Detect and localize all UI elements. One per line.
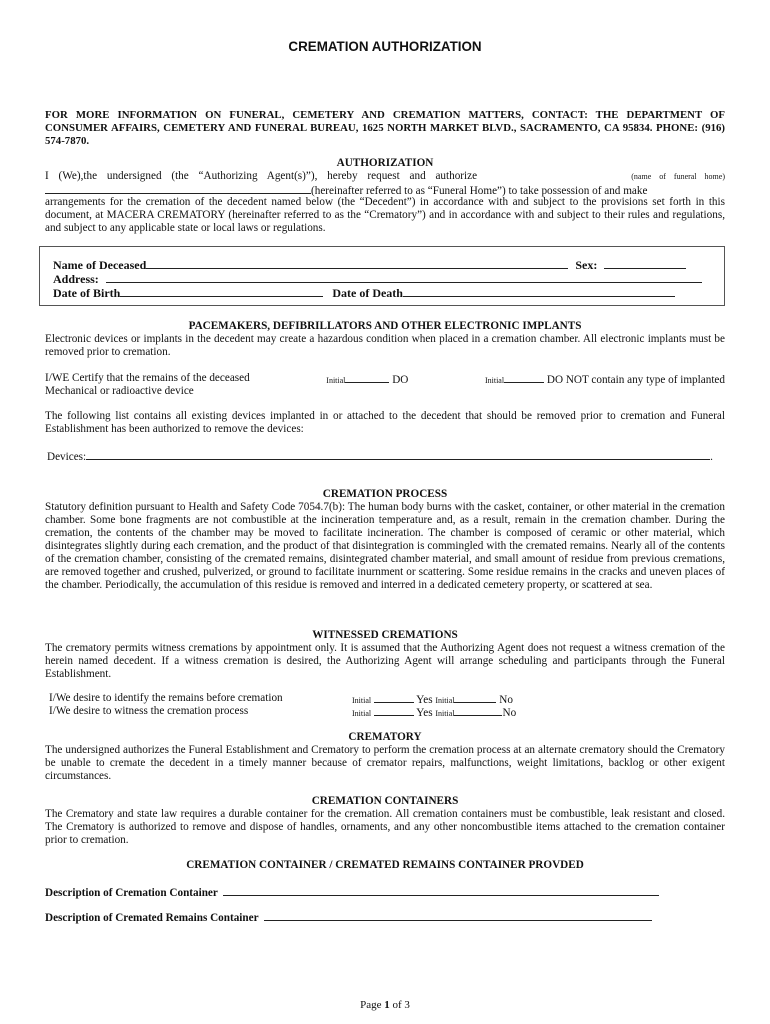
implants-body: Electronic devices or implants in the decedent may create a hazardous condition when placed in a cremation chamber. All electronic implants must be removed prior to cremation. (45, 333, 725, 358)
devices-label: Devices: (47, 451, 87, 463)
remains-container-row (45, 910, 652, 925)
authorization-line-1 (45, 170, 725, 183)
devices-end-dot: . (710, 451, 713, 463)
cremation-container-label: Description of Cremation Container (45, 887, 218, 899)
do-not-label: DO NOT contain any type of implanted (546, 374, 725, 386)
address-label: Address: (53, 272, 99, 286)
crematory-heading: CREMATORY (348, 731, 422, 743)
witness-process-options (352, 705, 516, 720)
witness-yes-label: Yes (416, 707, 433, 719)
containers-heading: CREMATION CONTAINERS (311, 795, 459, 807)
authorization-body: arrangements for the cremation of the decedent named below (the “Decedent”) in accordance with and subject to the provisions set forth in this document, at MACERA CREMATORY (hereinafter referred to as the “Crematory”) and in accordance with and subject to their rules and regulations, and subject to any applicable state or local laws or regulations. (45, 196, 725, 234)
sex-label: Sex: (575, 258, 598, 272)
crematory-body: The undersigned authorizes the Funeral Establishment and Crematory to perform the cremation process at an alternate crematory should the Crematory be unable to cremate the decedent in a timely manner because of cremator repairs, malfunctions, weight limitations, backlog or other exigent circumstances. (45, 744, 725, 782)
devices-field[interactable] (86, 449, 710, 460)
implants-list-text: The following list contains all existing devices implanted in or attached to the decedent that should be removed prior to cremation and Funeral Establishment has been authorized to remove the devices: (45, 410, 725, 435)
witness-no-initial-label: Initial (435, 709, 455, 718)
date-of-death-label: Date of Death (332, 286, 403, 300)
process-body: Statutory definition pursuant to Health and Safety Code 7054.7(b): The human body burns with the casket, container, or other material in the cremation chamber. Some bone fragments are not combustible at the incineration temperature and, as a result, remain in the cremation chamber. During the cremation, the contents of the chamber may be moved to facilitate incineration. The chamber is composed of ceramic or other material, which disintegrates slightly during each cremation, and the product of that disintegration is commingled with the cremated remains. Nearly all of the contents of the cremation chamber, consisting of the cremated remains, disintegrated chamber material, and small amount of residue from previous cremations, are removed together and crushed, pulverized, or ground to facilitate inurnment or scattering. Some residue remains in the cracks and uneven places of the chamber. Periodically, the accumulation of this residue is removed and interred in a dedicated cemetery property, or scattered at sea. (45, 501, 725, 591)
containers-body: The Crematory and state law requires a durable container for the cremation. All cremation containers must be combustible, leak resistant and closed. The Crematory is authorized to remove and dispose of handles, ornaments, and any other noncombustible items attached to the cremation container prior to cremation. (45, 808, 725, 846)
date-of-birth-label: Date of Birth (53, 286, 121, 300)
decedent-address-row (53, 272, 702, 286)
funeral-home-name-field[interactable] (45, 183, 311, 194)
remains-container-label: Description of Cremated Remains Container (45, 912, 259, 924)
cremation-container-field[interactable] (223, 885, 659, 896)
devices-row (47, 449, 713, 464)
process-heading: CREMATION PROCESS (322, 488, 448, 500)
implants-certify-line-2: Mechanical or radioactive device (45, 385, 194, 397)
witnessed-heading: WITNESSED CREMATIONS (312, 629, 458, 641)
identify-yes-initial-label: Initial (352, 696, 372, 705)
address-field[interactable] (106, 272, 702, 283)
identify-no-label: No (499, 694, 513, 706)
identify-yes-initial-field[interactable] (374, 692, 414, 703)
decedent-name-row (53, 258, 686, 272)
do-initial-field[interactable] (345, 372, 389, 383)
identify-no-initial-label: Initial (435, 696, 455, 705)
witness-no-initial-field[interactable] (454, 705, 502, 716)
document-title: CREMATION AUTHORIZATION (288, 39, 482, 54)
name-of-deceased-label: Name of Deceased (53, 258, 147, 272)
date-of-birth-field[interactable] (120, 286, 323, 297)
authorization-heading: AUTHORIZATION (336, 157, 434, 169)
do-initial-label: Initial (326, 376, 346, 385)
page-of: of (392, 999, 402, 1011)
sex-field[interactable] (604, 258, 686, 269)
authorization-intro: I (We),the undersigned (the “Authorizing Agent(s)”), hereby request and authorize (45, 170, 478, 182)
identify-yes-label: Yes (416, 694, 433, 706)
cremation-container-row (45, 885, 659, 900)
funeral-home-hint: (name of funeral home) (631, 172, 725, 181)
contact-info: FOR MORE INFORMATION ON FUNERAL, CEMETERY AND CREMATION MATTERS, CONTACT: THE DEPARTMENT OF CONSUMER AFFAIRS, CEMETERY AND FUNERAL BUREAU, 1625 NORTH MARKET BLVD., SACRAMENTO, CA 95834. PHONE: (916) 574-7870. (45, 109, 725, 148)
identify-no-initial-field[interactable] (454, 692, 496, 703)
page-current: 1 (384, 999, 390, 1011)
witness-process-label: I/We desire to witness the cremation process (49, 705, 249, 717)
decedent-dates-row (53, 286, 675, 300)
container-provided-heading: CREMATION CONTAINER / CREMATED REMAINS CONTAINER PROVDED (186, 859, 584, 871)
witnessed-body: The crematory permits witness cremations by appointment only. It is assumed that the Authorizing Agent does not request a witness cremation of the herein named decedent. If a witness cremation is desired, the Authorizing Agent will arrange scheduling and participants through the Funeral Establishment. (45, 642, 725, 680)
page-total: 3 (404, 999, 410, 1011)
identify-remains-label: I/We desire to identify the remains before cremation (49, 692, 283, 704)
do-label: DO (392, 374, 409, 386)
page-number (0, 999, 770, 1012)
do-not-initial-label: Initial (484, 376, 505, 385)
witness-yes-initial-field[interactable] (374, 705, 414, 716)
do-not-initial-field[interactable] (504, 372, 544, 383)
authorization-line-2-text: (hereinafter referred to as “Funeral Home”) to take possession of and make (311, 185, 648, 197)
implants-heading: PACEMAKERS, DEFIBRILLATORS AND OTHER ELECTRONIC IMPLANTS (188, 320, 582, 332)
witness-yes-initial-label: Initial (352, 709, 372, 718)
date-of-death-field[interactable] (403, 286, 675, 297)
remains-container-field[interactable] (264, 910, 652, 921)
page-label: Page (360, 999, 382, 1011)
name-of-deceased-field[interactable] (146, 258, 568, 269)
implants-certify-text: I/WE Certify that the remains of the deceased (45, 372, 250, 384)
witness-no-label: No (502, 707, 517, 719)
